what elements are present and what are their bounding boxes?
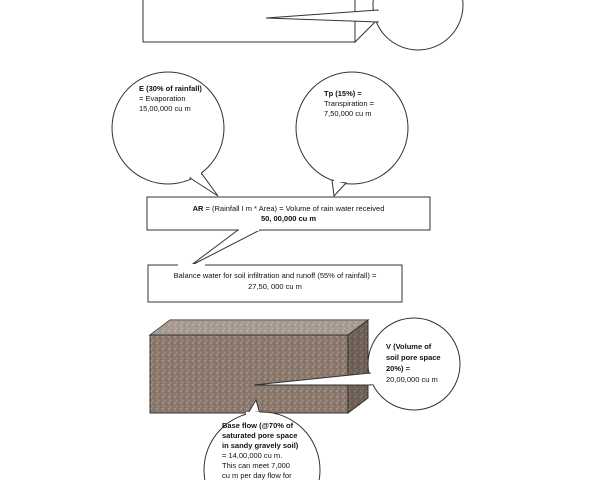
rainfall-formula-text: = (Rainfall I m * Area) = Volume of rain water received — [205, 204, 385, 213]
base-flow-line3: in sandy gravely soil) — [222, 441, 299, 450]
rainfall-volume: 50, 00,000 cu m — [260, 214, 317, 223]
base-flow-line5: This can meet 7,000 — [222, 461, 290, 470]
evaporation-title: E (30% of rainfall) — [139, 84, 202, 93]
evaporation-volume: 15,00,000 cu m — [139, 104, 191, 113]
pore-space-line3: 20%) = — [386, 364, 410, 373]
rainfall-pointer — [190, 230, 260, 266]
base-flow-line4: = 14,00,000 cu m. — [222, 451, 283, 460]
pore-space-line2: soil pore space — [386, 353, 441, 362]
evaporation-line1: = Evaporation — [139, 94, 186, 103]
balance-line1: Balance water for soil infiltration and runoff (55% of rainfall) = — [173, 271, 377, 280]
soil-block — [150, 320, 368, 413]
soil-block-front — [150, 335, 348, 413]
rainfall-label: AR — [192, 204, 204, 213]
base-flow-line1: Base flow (@70% of — [222, 421, 294, 430]
base-flow-line2: saturated pore space — [222, 431, 298, 440]
balance-volume: 27,50, 000 cu m — [248, 282, 302, 291]
top-block-front — [143, 0, 355, 42]
transpiration-line1: Transpiration = — [324, 99, 374, 108]
rainfall-formula — [147, 204, 430, 214]
base-flow-line6: cu m per day flow for — [222, 471, 292, 480]
pore-space-volume: 20,00,000 cu m — [386, 375, 438, 384]
transpiration-volume: 7,50,000 cu m — [324, 109, 372, 118]
transpiration-title: Tp (15%) = — [324, 89, 362, 98]
soil-block-top-shade — [150, 320, 368, 335]
pore-space-line1: V (Volume of — [386, 342, 432, 351]
